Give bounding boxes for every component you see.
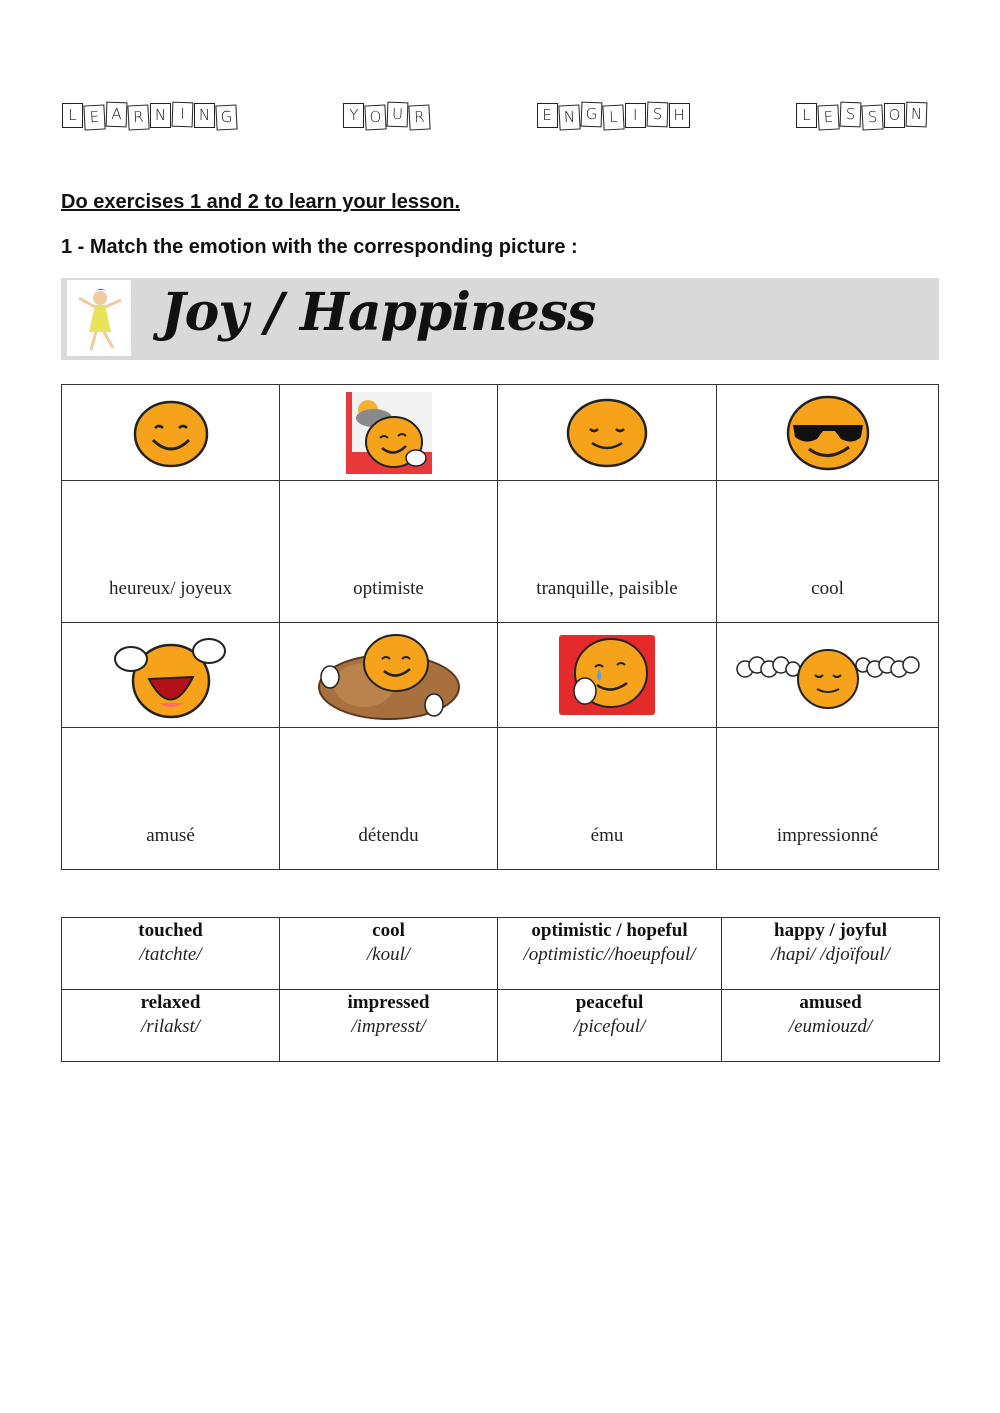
title-letter: L (62, 103, 83, 128)
vocab-cell (722, 990, 940, 1062)
title-letter: Y (343, 103, 364, 128)
title-letter: R (127, 104, 149, 130)
title-letter: G (215, 104, 237, 130)
instructions-heading: Do exercises 1 and 2 to learn your lesson. (61, 191, 461, 213)
title-letter: A (106, 102, 128, 128)
vocab-cell (280, 990, 498, 1062)
title-letter: S (646, 102, 668, 128)
emotion-word: détendu (358, 825, 419, 846)
vocab-word: amused (799, 992, 862, 1013)
vocab-cell (280, 918, 498, 990)
title-letter: U (387, 102, 409, 128)
emotion-word: impressionné (776, 825, 879, 846)
title-word (343, 103, 430, 128)
title-letter: E (817, 104, 839, 130)
word-cell (62, 728, 280, 870)
vocab-pronunciation: /koul/ (366, 944, 411, 965)
emotion-word: heureux/ joyeux (109, 578, 232, 599)
picture-cell (280, 623, 498, 728)
title-letter: S (861, 104, 883, 130)
vocab-word: cool (372, 920, 405, 941)
vocabulary-table (61, 917, 940, 1062)
word-cell (498, 481, 717, 623)
exercise-1-prompt: 1 - Match the emotion with the corresponding picture : (61, 236, 578, 258)
word-cell (498, 728, 717, 870)
title-letter: N (194, 103, 215, 128)
relaxed-pillow-smiley-icon (314, 629, 464, 721)
word-cell (280, 728, 498, 870)
title-letter: N (906, 102, 928, 128)
title-letter: G (580, 102, 602, 128)
joy-banner (61, 278, 939, 360)
picture-cell (717, 385, 939, 481)
happy-smiley-icon (131, 398, 211, 468)
banner-title: Joy / Happiness (161, 282, 596, 343)
title-letter: L (602, 104, 624, 130)
vocab-word: peaceful (575, 992, 644, 1013)
vocab-pronunciation: /hapi/ /djoïfoul/ (771, 944, 890, 965)
emotion-word: optimiste (353, 578, 424, 599)
laughing-smiley-icon (111, 629, 231, 721)
title-letter: E (83, 104, 105, 130)
title-letter: L (796, 103, 817, 128)
picture-cell (280, 385, 498, 481)
vocab-pronunciation: /optimistic//hoeupfoul/ (523, 944, 696, 965)
title-letter: I (625, 103, 646, 128)
word-cell (62, 481, 280, 623)
emotion-word: ému (590, 825, 624, 846)
vocab-cell (498, 990, 722, 1062)
vocab-word: happy / joyful (774, 920, 887, 941)
picture-cell (498, 623, 717, 728)
vocab-word: touched (138, 920, 203, 941)
touched-tear-smiley-icon (557, 633, 657, 717)
title-letter: I (172, 102, 194, 128)
title-word (537, 103, 690, 128)
word-cell (280, 481, 498, 623)
vocab-word: relaxed (140, 992, 201, 1013)
title-letter: N (558, 104, 580, 130)
word-cell (717, 481, 939, 623)
vocab-cell (498, 918, 722, 990)
title-word (62, 103, 237, 128)
optimistic-sun-smiley-icon (344, 390, 434, 476)
joy-character-icon (67, 280, 131, 356)
emotion-word: amusé (146, 825, 195, 846)
emotion-word: tranquille, paisible (536, 578, 678, 599)
peaceful-smiley-icon (564, 397, 650, 469)
picture-cell (498, 385, 717, 481)
worksheet-title (62, 103, 927, 128)
picture-cell (62, 623, 280, 728)
title-letter: E (537, 103, 558, 128)
vocab-cell (62, 918, 280, 990)
vocab-pronunciation: /tatchte/ (139, 944, 202, 965)
title-word (796, 103, 927, 128)
word-cell (717, 728, 939, 870)
vocab-cell (722, 918, 940, 990)
vocab-cell (62, 990, 280, 1062)
picture-cell (717, 623, 939, 728)
vocab-pronunciation: /rilakst/ (140, 1016, 201, 1037)
picture-cell (62, 385, 280, 481)
vocab-pronunciation: /impresst/ (351, 1016, 426, 1037)
title-letter: S (840, 102, 862, 128)
cool-sunglasses-smiley-icon (783, 393, 873, 473)
vocab-pronunciation: /eumiouzd/ (788, 1016, 873, 1037)
title-letter: H (669, 103, 690, 128)
vocab-word: optimistic / hopeful (531, 920, 688, 941)
title-letter: R (409, 104, 431, 130)
title-letter: N (150, 103, 171, 128)
title-letter: O (365, 104, 387, 130)
title-letter: O (884, 103, 905, 128)
vocab-word: impressed (347, 992, 430, 1013)
impressed-clouds-smiley-icon (733, 639, 923, 711)
emotion-word: cool (811, 578, 844, 599)
vocab-pronunciation: /picefoul/ (573, 1016, 646, 1037)
emotion-match-table (61, 384, 939, 870)
